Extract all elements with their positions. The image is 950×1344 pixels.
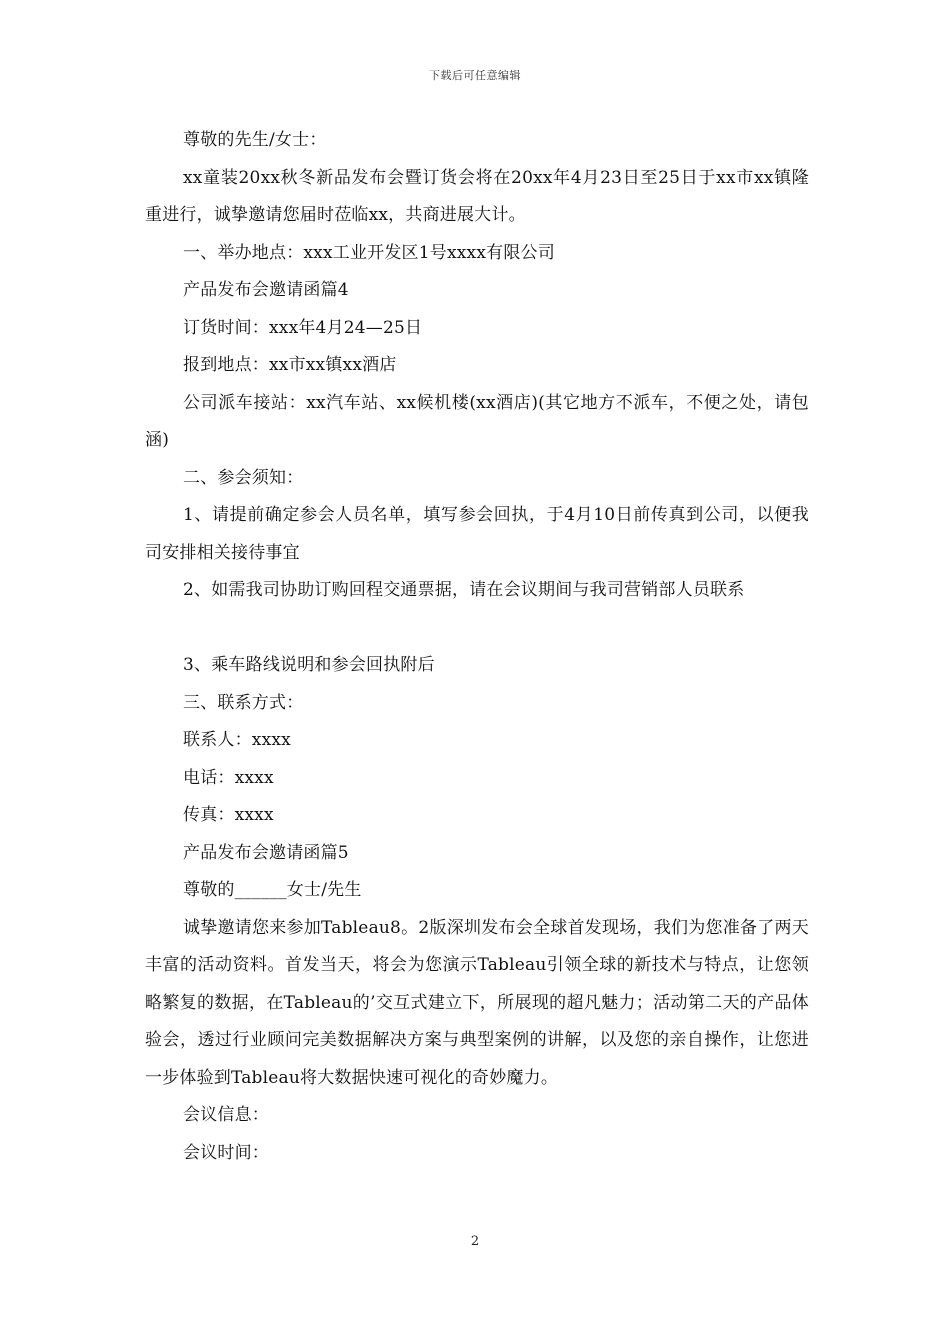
invitation-paragraph: xx童装20xx秋冬新品发布会暨订货会将在20xx年4月23日至25日于xx市xx镇隆重进行，诚挚邀请您届时莅临xx，共商进展大计。: [145, 167, 809, 225]
document-body: [145, 122, 809, 1172]
meeting-time-line: 会议时间：: [183, 1142, 269, 1163]
contact-person-line: 联系人：xxxx: [183, 730, 291, 750]
salutation: 尊敬的先生/女士：: [183, 130, 327, 150]
page-header-note: 下载后可任意编辑: [429, 69, 521, 82]
attendance-notice-heading: 二、参会须知：: [183, 467, 304, 488]
phone-line: 电话：xxxx: [183, 767, 274, 788]
notice-item-3: 3、乘车路线说明和参会回执附后: [183, 655, 435, 675]
shuttle-pickup-paragraph: 公司派车接站：xx汽车站、xx候机楼(xx酒店)(其它地方不派车，不便之处，请包涵): [145, 392, 809, 450]
blank-line: [145, 610, 809, 648]
tableau-invitation-paragraph: 诚挚邀请您来参加Tableau8。2版深圳发布会全球首发现场，我们为您准备了两天丰富的活动资料。首发当天，将会为您演示Tableau引领全球的新技术与特点，让您领略繁复的数据，在Tableau的’交互式建立下，所展现的超凡魅力；活动第二天的产品体验会，透过行业顾问完美数据解决方案与典型案例的讲解，以及您的亲自操作，让您进一步体验到Tableau将大数据快速可视化的奇妙魔力。: [145, 917, 809, 1088]
page-number: 2: [470, 1234, 480, 1249]
contact-heading: 三、联系方式：: [183, 692, 304, 713]
check-in-location-line: 报到地点：xx市xx镇xx酒店: [183, 355, 397, 375]
salutation-5: 尊敬的______女士/先生: [183, 880, 362, 900]
section-title-4: 产品发布会邀请函篇4: [183, 280, 349, 300]
notice-item-1: 1、请提前确定参会人员名单，填写参会回执，于4月10日前传真到公司，以便我司安排相关接待事宜: [145, 505, 809, 563]
order-time-line: 订货时间：xxx年4月24—25日: [183, 317, 423, 338]
section-title-5: 产品发布会邀请函篇5: [183, 842, 349, 863]
meeting-info-heading: 会议信息：: [183, 1105, 269, 1125]
venue-line: 一、举办地点：xxx工业开发区1号xxxx有限公司: [183, 242, 555, 263]
notice-item-2: 2、如需我司协助订购回程交通票据，请在会议期间与我司营销部人员联系: [183, 580, 745, 600]
fax-line: 传真：xxxx: [183, 805, 274, 825]
